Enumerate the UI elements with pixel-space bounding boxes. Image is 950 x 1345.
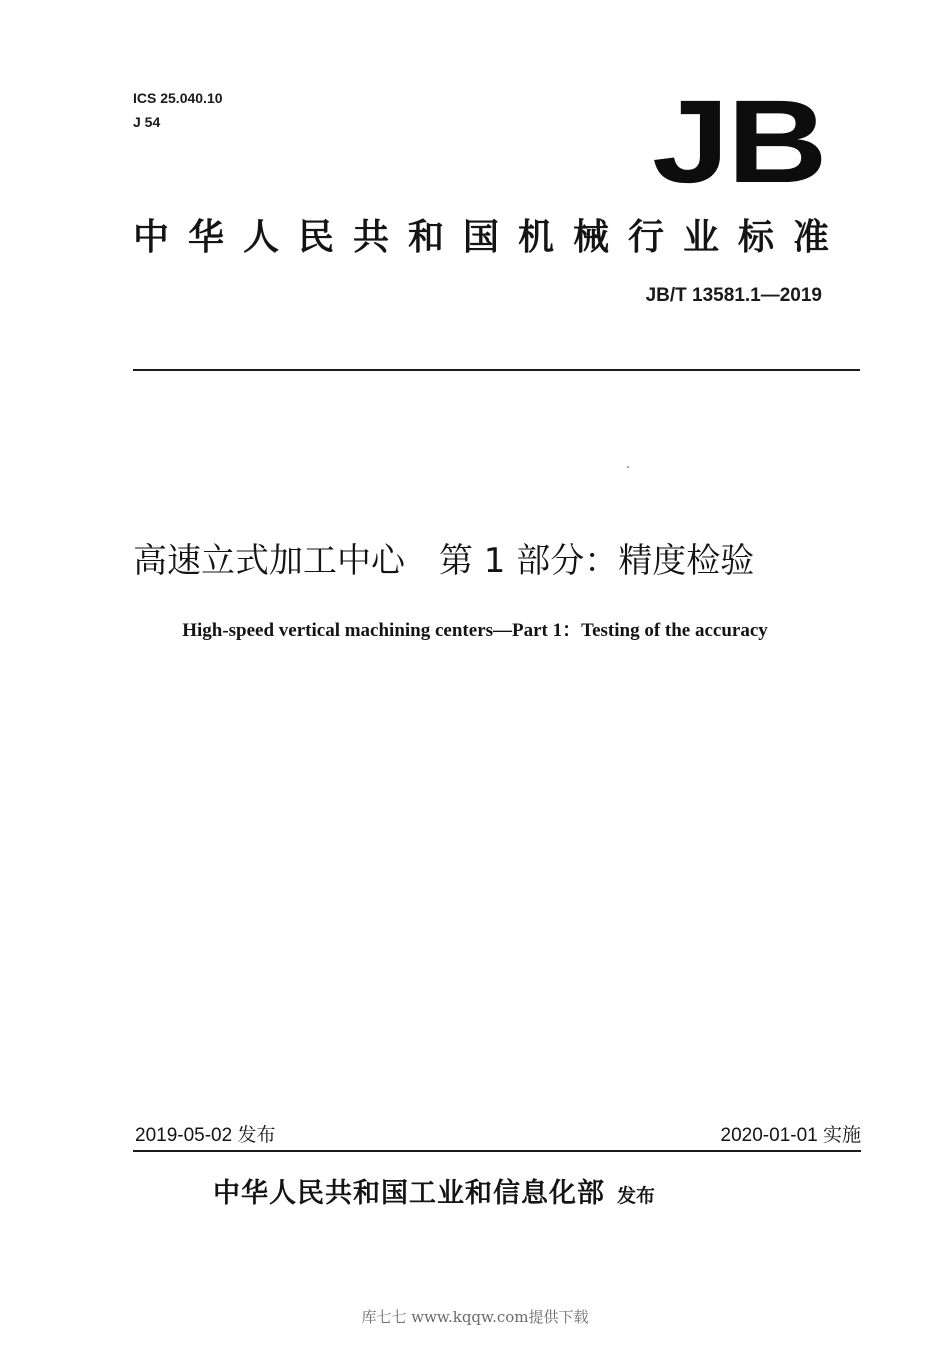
standard-category-title: 中华人民共和国机械行业标准: [133, 217, 849, 258]
issuer-line: [213, 1175, 655, 1215]
implementation-date: 2020-01-01 实施: [720, 1125, 861, 1146]
ccs-code: J 54: [133, 114, 161, 130]
download-watermark: 库七七 www.kqqw.com提供下载: [361, 1308, 589, 1326]
issuer-name: 中华人民共和国工业和信息化部: [213, 1178, 605, 1209]
chinese-title: 高速立式加工中心 第 1 部分：精度检验: [133, 541, 755, 581]
top-divider: [133, 369, 860, 371]
issuer-action: 发布: [617, 1185, 656, 1207]
english-title: High-speed vertical machining centers—Part 1：Testing of the accuracy: [182, 620, 768, 641]
issue-date: 2019-05-02 发布: [135, 1125, 276, 1146]
bottom-divider: [133, 1150, 861, 1152]
standard-number: JB/T 13581.1—2019: [645, 285, 822, 306]
jb-logo: JB: [652, 76, 826, 208]
ics-code: ICS 25.040.10: [133, 90, 223, 106]
scan-speck: [627, 466, 629, 468]
